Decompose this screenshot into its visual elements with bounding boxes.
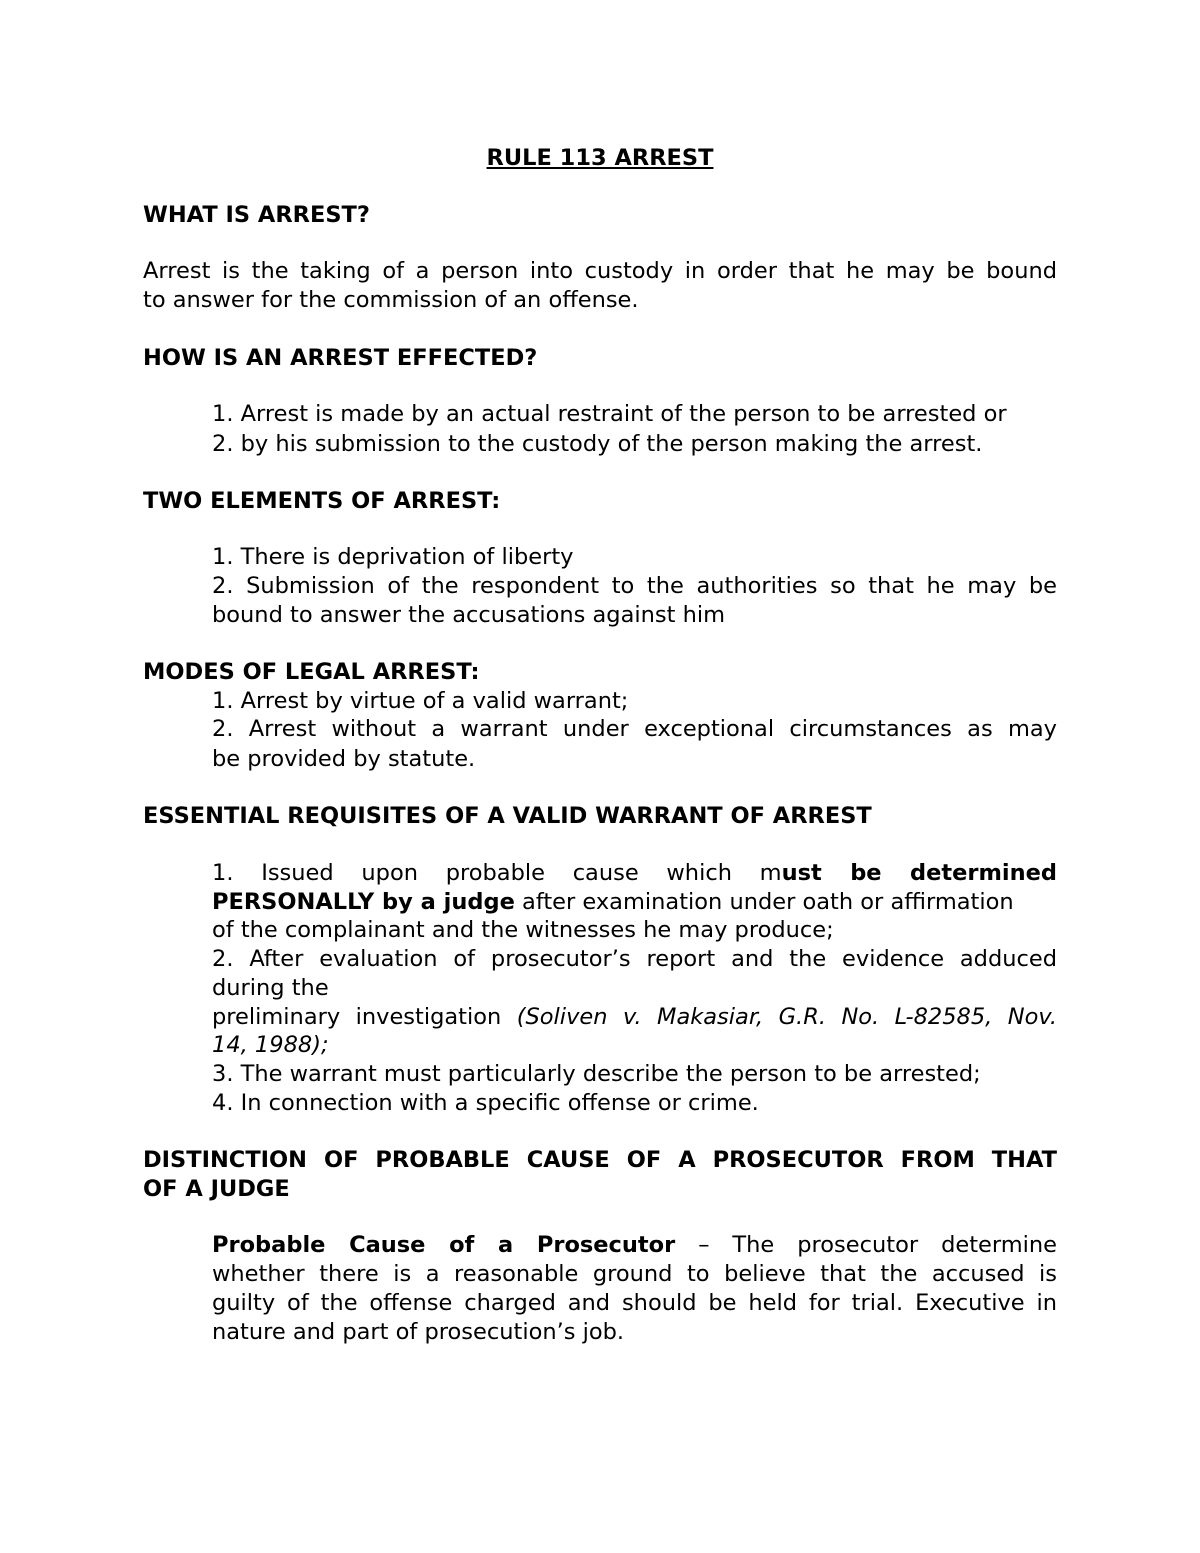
document-title: RULE 113 ARREST xyxy=(486,145,714,171)
list-item-line xyxy=(212,1003,1057,1032)
section-heading-how-effected: HOW IS AN ARREST EFFECTED? xyxy=(143,345,538,371)
section-heading-what-is-arrest: WHAT IS ARREST? xyxy=(143,202,370,228)
paragraph-line: Arrest is the taking of a person into custody in order that he may be bound xyxy=(143,258,1057,284)
text-run: 1. Issued upon probable cause which m xyxy=(212,860,782,886)
list-item: 1. There is deprivation of liberty xyxy=(212,544,574,570)
term-label: Probable Cause of a Prosecutor xyxy=(212,1232,676,1258)
list-item-line xyxy=(212,888,1014,917)
list-item-line: be provided by statute. xyxy=(212,746,476,772)
emphasis-text: PERSONALLY by a judge xyxy=(212,889,515,915)
section-heading-distinction: DISTINCTION OF PROBABLE CAUSE OF A PROSECUTOR FROM THAT xyxy=(143,1147,1057,1173)
list-item-line: bound to answer the accusations against him xyxy=(212,602,726,628)
emphasis-text: ust be determined xyxy=(781,860,1057,886)
case-citation: (Soliven v. Makasiar, G.R. No. L-82585, Nov. xyxy=(516,1004,1057,1030)
list-item-line xyxy=(212,859,1057,888)
section-heading-two-elements: TWO ELEMENTS OF ARREST: xyxy=(143,488,501,514)
paragraph-line: nature and part of prosecution’s job. xyxy=(212,1319,625,1345)
list-item: 3. The warrant must particularly describe the person to be arrested; xyxy=(212,1061,981,1087)
list-item: 2. by his submission to the custody of the person making the arrest. xyxy=(212,431,983,457)
list-item-line: 2. Arrest without a warrant under exceptional circumstances as may xyxy=(212,716,1057,742)
list-item: 1. Arrest is made by an actual restraint of the person to be arrested or xyxy=(212,401,1007,427)
text-run: after examination under oath or affirmation xyxy=(514,889,1014,915)
list-item-line: 2. After evaluation of prosecutor’s report and the evidence adduced xyxy=(212,946,1057,972)
text-run: – The prosecutor determine xyxy=(675,1232,1057,1258)
list-item-line: 2. Submission of the respondent to the authorities so that he may be xyxy=(212,573,1057,599)
section-heading-modes: MODES OF LEGAL ARREST: xyxy=(143,659,480,685)
paragraph-line: guilty of the offense charged and should be held for trial. Executive in xyxy=(212,1290,1057,1316)
list-item: 1. Arrest by virtue of a valid warrant; xyxy=(212,688,629,714)
paragraph-line: whether there is a reasonable ground to believe that the accused is xyxy=(212,1261,1057,1287)
list-item-line: of the complainant and the witnesses he may produce; xyxy=(212,917,834,943)
section-heading-requisites: ESSENTIAL REQUISITES OF A VALID WARRANT OF ARREST xyxy=(143,803,872,829)
paragraph-line: to answer for the commission of an offense. xyxy=(143,287,639,313)
text-run: preliminary investigation xyxy=(212,1004,517,1030)
list-item-line: during the xyxy=(212,975,329,1001)
case-citation: 14, 1988); xyxy=(212,1032,329,1058)
paragraph-line xyxy=(212,1231,1057,1260)
section-heading-distinction-cont: OF A JUDGE xyxy=(143,1176,290,1202)
list-item: 4. In connection with a specific offense or crime. xyxy=(212,1090,759,1116)
